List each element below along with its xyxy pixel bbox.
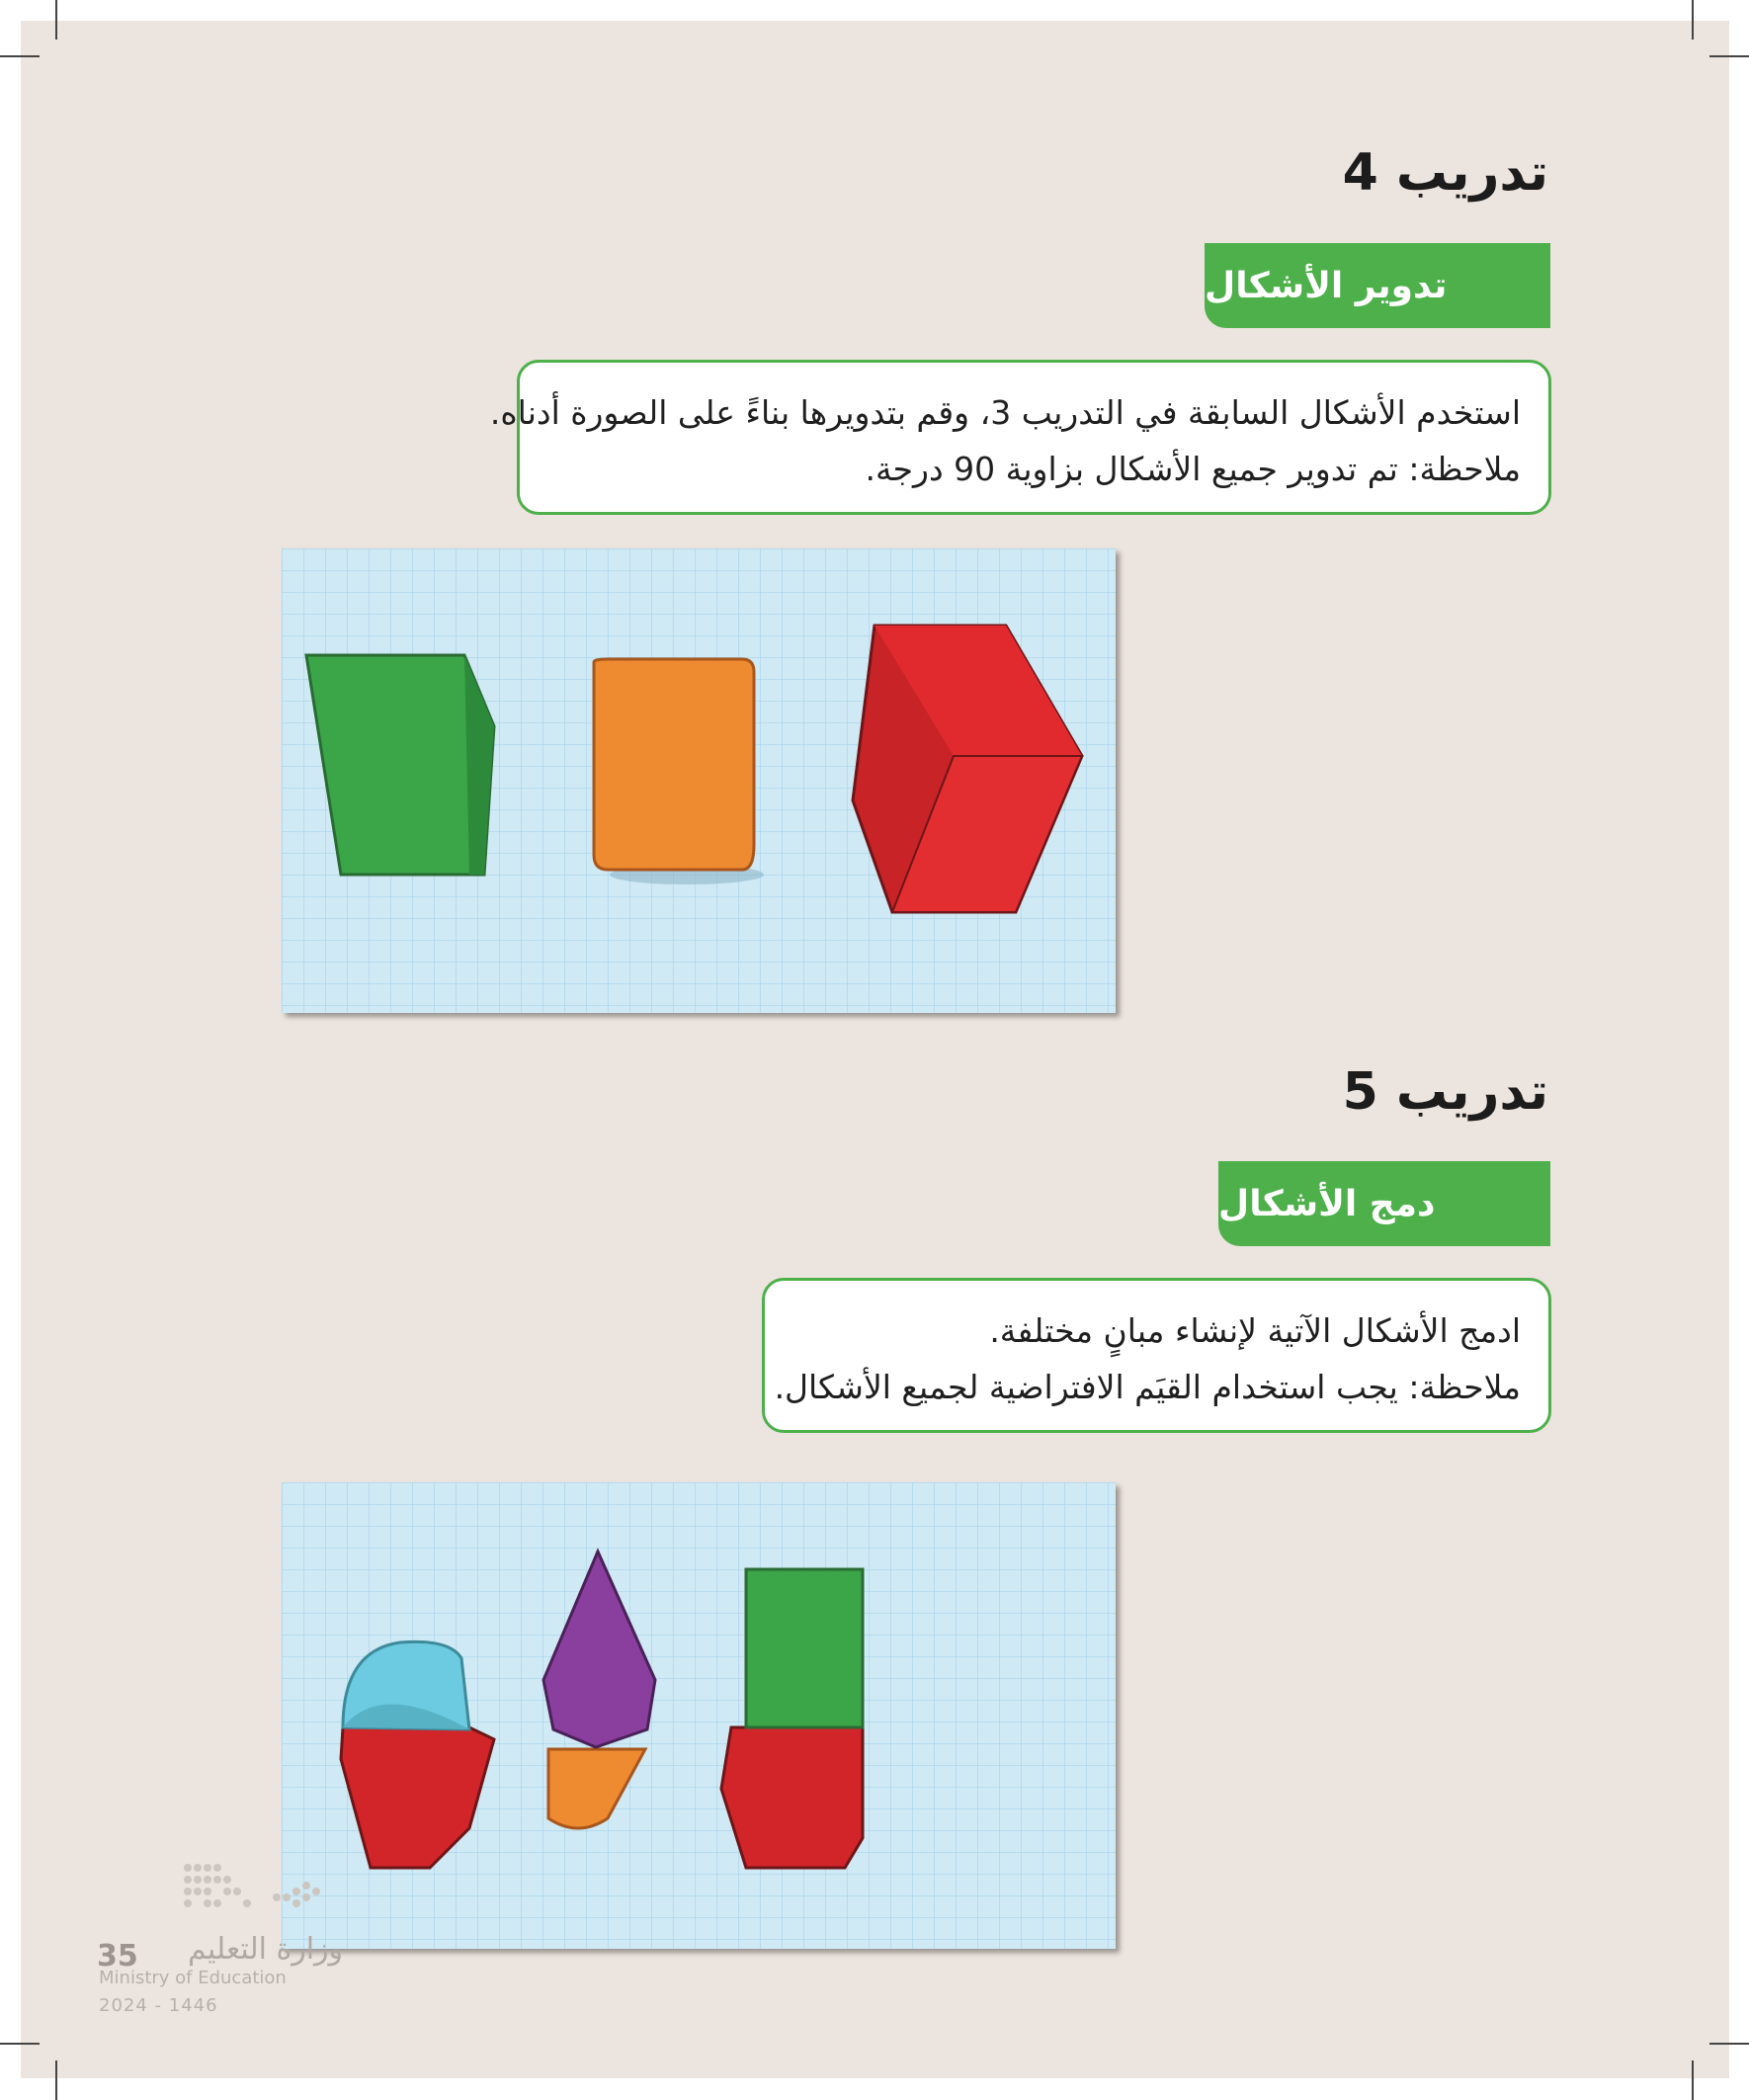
exercise-4-line-1: استخدم الأشكال السابقة في التدريب 3، وقم بتدويرها بناءً على الصورة أدناه. (489, 393, 1521, 432)
page-number: 35 (97, 1939, 138, 1974)
ministry-name-ar: وزارة التعليم (188, 1932, 344, 1967)
crop-mark (0, 2043, 40, 2045)
crop-mark (1709, 55, 1749, 57)
crop-mark (55, 0, 57, 40)
green-cube (746, 1569, 863, 1727)
crop-mark (1709, 2043, 1749, 2045)
edition-year: 2024 - 1446 (99, 1995, 218, 2016)
exercise-4-image (282, 548, 1116, 1013)
ministry-name-en: Ministry of Education (99, 1968, 287, 1988)
exercise-4-instructions (489, 360, 1551, 515)
exercise-4-title: تدريب 4 (1342, 143, 1548, 203)
exercise-5-tab: دمج الأشكال (1218, 1161, 1550, 1246)
exercise-5-image (282, 1482, 1116, 1949)
orange-cylinder (594, 659, 754, 870)
crop-mark (1692, 0, 1694, 40)
exercise-5-instructions (762, 1278, 1551, 1433)
exercise-4-line-2: ملاحظة: تم تدوير جميع الأشكال بزاوية 90 درجة. (865, 450, 1521, 488)
crop-mark (0, 55, 40, 57)
exercise-5-line-2: ملاحظة: يجب استخدام القيَم الافتراضية لجميع الأشكال. (774, 1368, 1521, 1406)
exercise-4-tab: تدوير الأشكال (1205, 243, 1550, 328)
crop-mark (55, 2060, 57, 2100)
exercise-5-title: تدريب 5 (1342, 1062, 1548, 1122)
right-red-base (721, 1727, 863, 1868)
exercise-5-line-1: ادمج الأشكال الآتية لإنشاء مبانٍ مختلفة. (989, 1311, 1521, 1350)
crop-mark (1692, 2060, 1694, 2100)
